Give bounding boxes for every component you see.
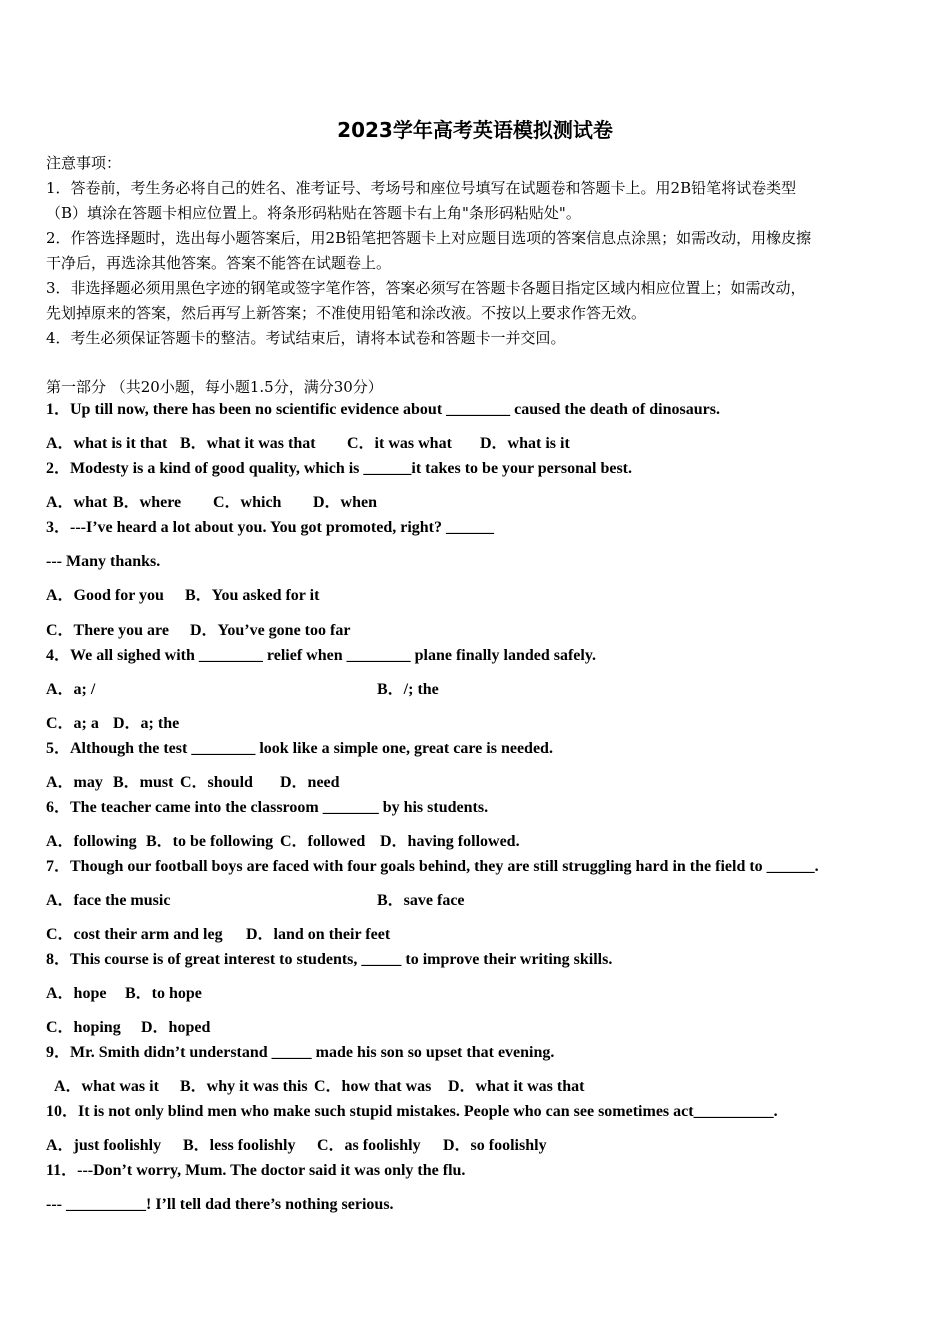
question-7-stem: 7．Though our football boys are faced with four goals behind, they are still struggling hard in the field to ______. <box>46 858 819 875</box>
question-2-option-c: C．which <box>213 494 282 511</box>
question-2-stem: 2．Modesty is a kind of good quality, which is ______it takes to be your personal best. <box>46 460 632 477</box>
page-title: 2023学年高考英语模拟测试卷 <box>337 118 613 142</box>
question-8-option-b: B．to hope <box>125 985 202 1002</box>
question-7-option-c: C．cost their arm and leg <box>46 926 223 943</box>
question-1-option-a: A．what is it that <box>46 435 168 452</box>
question-5-option-b: B．must <box>113 774 174 791</box>
question-9-option-c: C．how that was <box>314 1078 432 1095</box>
question-6-option-d: D．having followed. <box>380 833 520 850</box>
question-4-option-a: A．a; / <box>46 681 96 698</box>
question-3-option-d: D．You’ve gone too far <box>190 622 351 639</box>
section-heading: 第一部分 （共20小题，每小题1.5分，满分30分） <box>46 378 383 396</box>
question-10-stem: 10．It is not only blind men who make such stupid mistakes. People who can see sometimes act__________. <box>46 1103 778 1120</box>
notice-line: （B）填涂在答题卡相应位置上。将条形码粘贴在答题卡右上角"条形码粘贴处"。 <box>46 204 581 222</box>
question-8-stem: 8．This course is of great interest to students, _____ to improve their writing skills. <box>46 951 613 968</box>
question-7-option-b: B．save face <box>377 892 465 909</box>
question-6-option-b: B．to be following <box>146 833 274 850</box>
question-6-option-c: C．followed <box>280 833 366 850</box>
question-10-option-a: A．just foolishly <box>46 1137 162 1154</box>
question-3-option-a: A．Good for you <box>46 587 164 604</box>
notice-line: 3．非选择题必须用黑色字迹的钢笔或签字笔作答，答案必须写在答题卡各题目指定区域内相应位置上；如需改动， <box>46 279 806 297</box>
question-9-stem: 9．Mr. Smith didn’t understand _____ made his son so upset that evening. <box>46 1044 555 1061</box>
question-1-option-c: C．it was what <box>347 435 452 452</box>
question-4-option-d: D．a; the <box>113 715 180 732</box>
question-1-option-d: D．what is it <box>480 435 570 452</box>
question-6-option-a: A．following <box>46 833 137 850</box>
question-10-option-d: D．so foolishly <box>443 1137 547 1154</box>
question-5-stem: 5．Although the test ________ look like a simple one, great care is needed. <box>46 740 553 757</box>
question-2-option-b: B．where <box>113 494 182 511</box>
question-3-option-c: C．There you are <box>46 622 169 639</box>
question-11-reply: --- __________! I’ll tell dad there’s nothing serious. <box>46 1196 394 1213</box>
notice-heading: 注意事项： <box>46 154 122 172</box>
question-5-option-a: A．may <box>46 774 103 791</box>
question-4-option-c: C．a; a <box>46 715 99 732</box>
notice-line: 干净后，再选涂其他答案。答案不能答在试题卷上。 <box>46 254 392 272</box>
question-9-option-a: A．what was it <box>54 1078 159 1095</box>
question-10-option-c: C．as foolishly <box>317 1137 421 1154</box>
question-3-reply: --- Many thanks. <box>46 553 161 570</box>
question-11-stem: 11．---Don’t worry, Mum. The doctor said it was only the flu. <box>46 1162 466 1179</box>
notice-line: 4．考生必须保证答题卡的整洁。考试结束后，请将本试卷和答题卡一并交回。 <box>46 329 566 347</box>
question-9-option-d: D．what it was that <box>448 1078 585 1095</box>
question-5-option-d: D．need <box>280 774 340 791</box>
notice-line: 1．答卷前，考生务必将自己的姓名、准考证号、考场号和座位号填写在试题卷和答题卡上。用2B铅笔将试卷类型 <box>46 179 797 197</box>
question-7-option-d: D．land on their feet <box>246 926 391 943</box>
question-9-option-b: B．why it was this <box>180 1078 308 1095</box>
question-2-option-d: D．when <box>313 494 378 511</box>
question-8-option-d: D．hoped <box>141 1019 211 1036</box>
question-7-option-a: A．face the music <box>46 892 171 909</box>
question-4-stem: 4．We all sighed with ________ relief when ________ plane finally landed safely. <box>46 647 596 664</box>
question-10-option-b: B．less foolishly <box>183 1137 296 1154</box>
notice-line: 先划掉原来的答案，然后再写上新答案；不准使用铅笔和涂改液。不按以上要求作答无效。 <box>46 304 647 322</box>
question-5-option-c: C．should <box>180 774 253 791</box>
question-2-option-a: A．what <box>46 494 108 511</box>
question-8-option-a: A．hope <box>46 985 107 1002</box>
question-4-option-b: B．/; the <box>377 681 439 698</box>
question-8-option-c: C．hoping <box>46 1019 121 1036</box>
question-3-stem: 3．---I’ve heard a lot about you. You got promoted, right? ______ <box>46 519 494 536</box>
question-1-option-b: B．what it was that <box>180 435 316 452</box>
question-3-option-b: B．You asked for it <box>185 587 320 604</box>
question-6-stem: 6．The teacher came into the classroom _______ by his students. <box>46 799 489 816</box>
notice-line: 2．作答选择题时，选出每小题答案后，用2B铅笔把答题卡上对应题目选项的答案信息点涂黑；如需改动，用橡皮擦 <box>46 229 812 247</box>
question-1-stem: 1．Up till now, there has been no scientific evidence about ________ caused the death of dinosaurs. <box>46 401 720 418</box>
